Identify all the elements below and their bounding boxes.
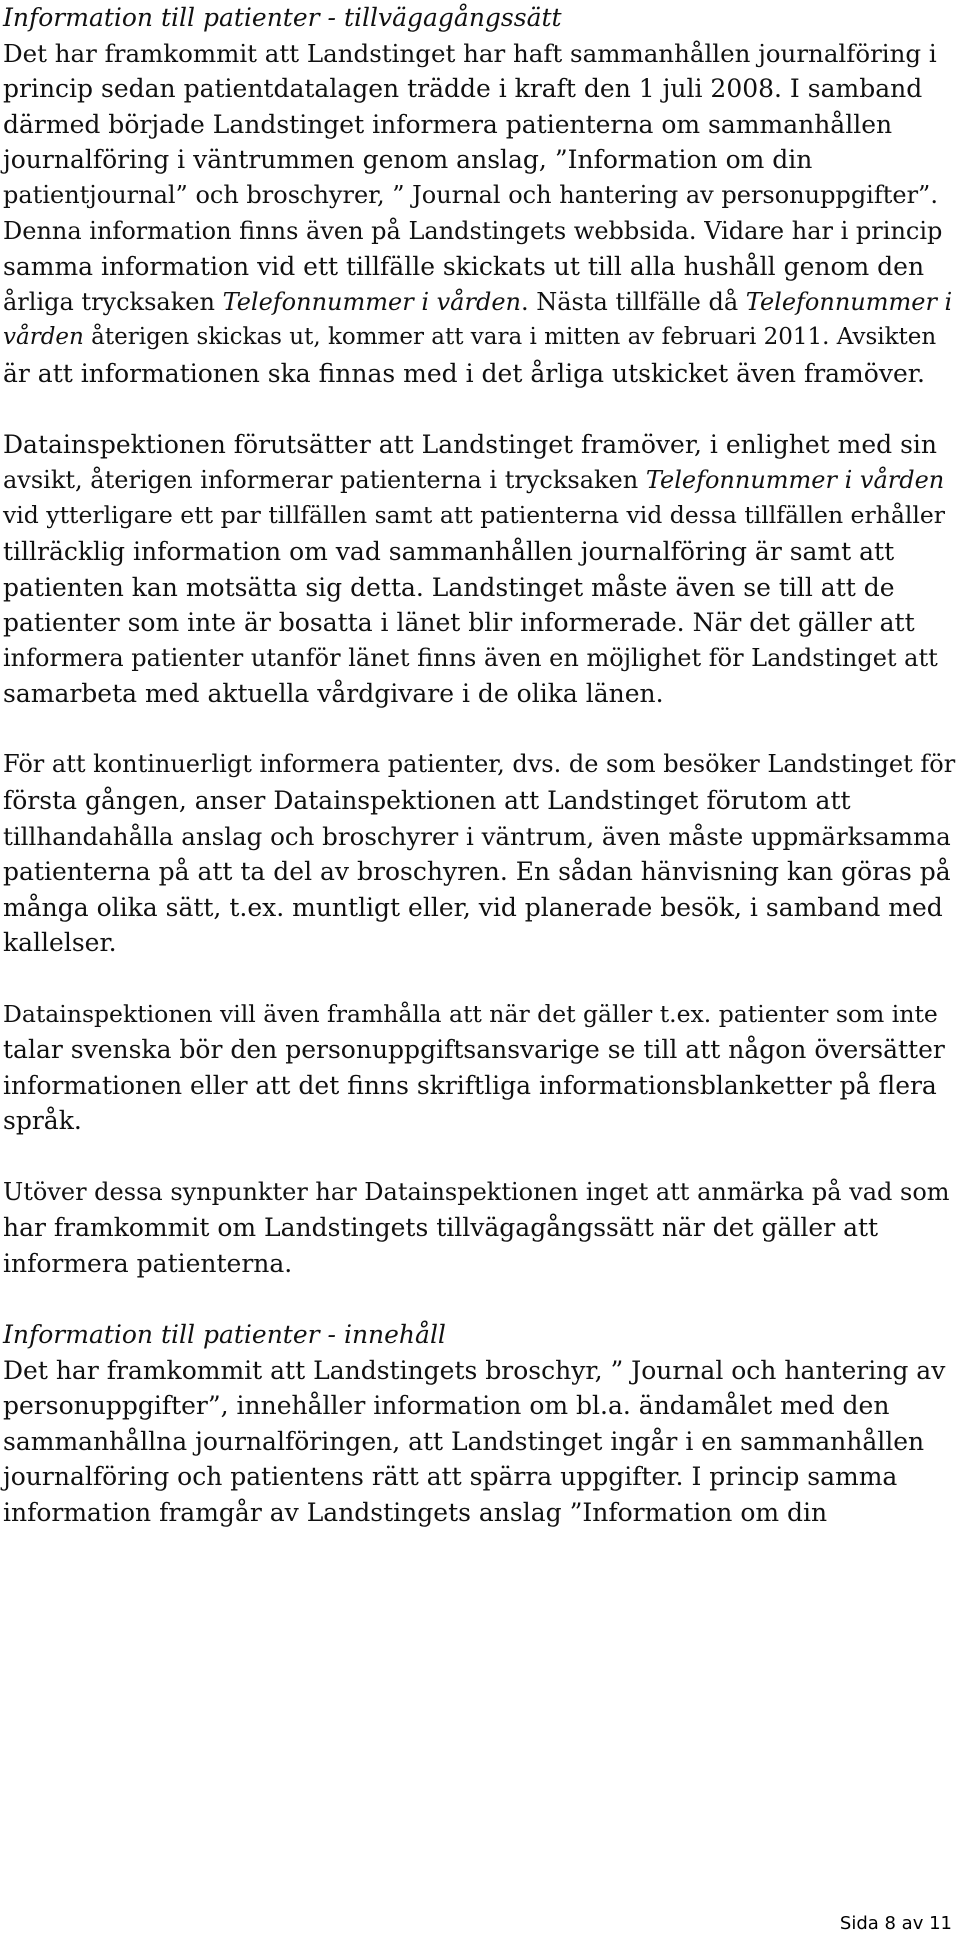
text-line: patienter som inte är bosatta i länet blir informerade. När det gäller att xyxy=(3,608,915,638)
section-tillvagagangssatt xyxy=(3,0,955,392)
text-segment: . Nästa tillfälle då xyxy=(520,287,746,316)
text-line: information framgår av Landstingets anslag ”Information om din xyxy=(3,1497,828,1527)
text-line: tillhandahålla anslag och broschyrer i väntrum, även måste uppmärksamma xyxy=(3,821,951,851)
text-line: Denna information finns även på Landstingets webbsida. Vidare har i princip xyxy=(3,216,943,245)
section-innehall xyxy=(3,1317,955,1531)
text-line: därmed började Landstinget informera patienterna om sammanhållen xyxy=(3,109,893,139)
paragraph-sprak xyxy=(3,997,955,1139)
text-line: patientjournal” och broschyrer, ” Journal och hantering av personuppgifter”. xyxy=(3,180,938,209)
paragraph-kontinuerligt-informera xyxy=(3,747,955,961)
publication-title: Telefonnummer i xyxy=(745,287,953,316)
text-line: samarbeta med aktuella vårdgivare i de olika länen. xyxy=(3,679,664,709)
text-line: språk. xyxy=(3,1106,82,1136)
text-line: talar svenska bör den personuppgiftsansvarige se till att någon översätter xyxy=(3,1035,945,1065)
text-line: patienterna på att ta del av broschyren. En sådan hänvisning kan göras på xyxy=(3,857,951,887)
text-line: många olika sätt, t.ex. muntligt eller, vid planerade besök, i samband med xyxy=(3,892,943,922)
text-line: Det har framkommit att Landstinget har haft sammanhållen journalföring i xyxy=(3,38,937,68)
text-line: informera patienterna. xyxy=(3,1248,293,1278)
text-line: har framkommit om Landstingets tillvägagångssätt när det gäller att xyxy=(3,1213,879,1243)
text-line xyxy=(3,320,955,356)
section-heading: Information till patienter - tillvägagångssätt xyxy=(3,3,562,32)
text-line: Datainspektionen förutsätter att Landstinget framöver, i enlighet med sin xyxy=(3,430,938,460)
text-line: är att informationen ska finnas med i det årliga utskicket även framöver. xyxy=(3,358,925,388)
text-line xyxy=(3,285,955,321)
text-segment: årliga trycksaken xyxy=(3,287,223,316)
paragraph-gap xyxy=(3,961,955,997)
paragraph-synpunkter xyxy=(3,1175,955,1282)
page-number: Sida 8 av 11 xyxy=(839,1913,952,1934)
publication-title: Telefonnummer i vården xyxy=(222,287,521,316)
text-line: patienten kan motsätta sig detta. Landstinget måste även se till att de xyxy=(3,572,895,602)
paragraph-gap xyxy=(3,1281,955,1317)
text-line: Datainspektionen vill även framhålla att när det gäller t.ex. patienter som inte xyxy=(3,999,938,1028)
publication-title: Telefonnummer i vården xyxy=(645,465,945,494)
text-line: första gången, anser Datainspektionen att Landstinget förutom att xyxy=(3,786,851,816)
text-line: princip sedan patientdatalagen trädde i kraft den 1 juli 2008. I samband xyxy=(3,74,923,104)
text-line: journalföring och patientens rätt att spärra uppgifter. I princip samma xyxy=(3,1462,898,1492)
text-segment: avsikt, återigen informerar patienterna i trycksaken xyxy=(3,465,646,494)
paragraph-gap xyxy=(3,392,955,428)
text-line: Det har framkommit att Landstingets broschyr, ” Journal och hantering av xyxy=(3,1355,946,1385)
text-line: samma information vid ett tillfälle skickats ut till alla hushåll genom den xyxy=(3,252,925,282)
text-line: Utöver dessa synpunkter har Datainspektionen inget att anmärka på vad som xyxy=(3,1177,950,1206)
text-line: För att kontinuerligt informera patienter, dvs. de som besöker Landstinget för xyxy=(3,750,956,779)
text-line: sammanhållna journalföringen, att Landstinget ingår i en sammanhållen xyxy=(3,1426,925,1456)
text-line: tillräcklig information om vad sammanhållen journalföring är samt att xyxy=(3,536,895,566)
document-page xyxy=(3,0,955,1531)
text-line: personuppgifter”, innehåller information om bl.a. ändamålet med den xyxy=(3,1391,890,1421)
section-heading: Information till patienter - innehåll xyxy=(3,1319,446,1349)
paragraph-gap xyxy=(3,1139,955,1175)
text-line: informationen eller att det finns skriftliga informationsblanketter på flera xyxy=(3,1070,937,1100)
text-line: informera patienter utanför länet finns även en möjlighet för Landstinget att xyxy=(3,643,938,672)
paragraph-datainspektionen-forutsatter xyxy=(3,427,955,712)
text-line: journalföring i väntrummen genom anslag, ”Information om din xyxy=(3,145,813,175)
text-line: vid ytterligare ett par tillfällen samt att patienterna vid dessa tillfällen erhåller xyxy=(3,501,946,530)
text-line: kallelser. xyxy=(3,928,117,958)
text-segment: återigen skickas ut, kommer att vara i mitten av februari 2011. Avsikten xyxy=(83,324,937,351)
publication-title: vården xyxy=(3,324,84,351)
text-line xyxy=(3,463,955,499)
paragraph-gap xyxy=(3,712,955,748)
